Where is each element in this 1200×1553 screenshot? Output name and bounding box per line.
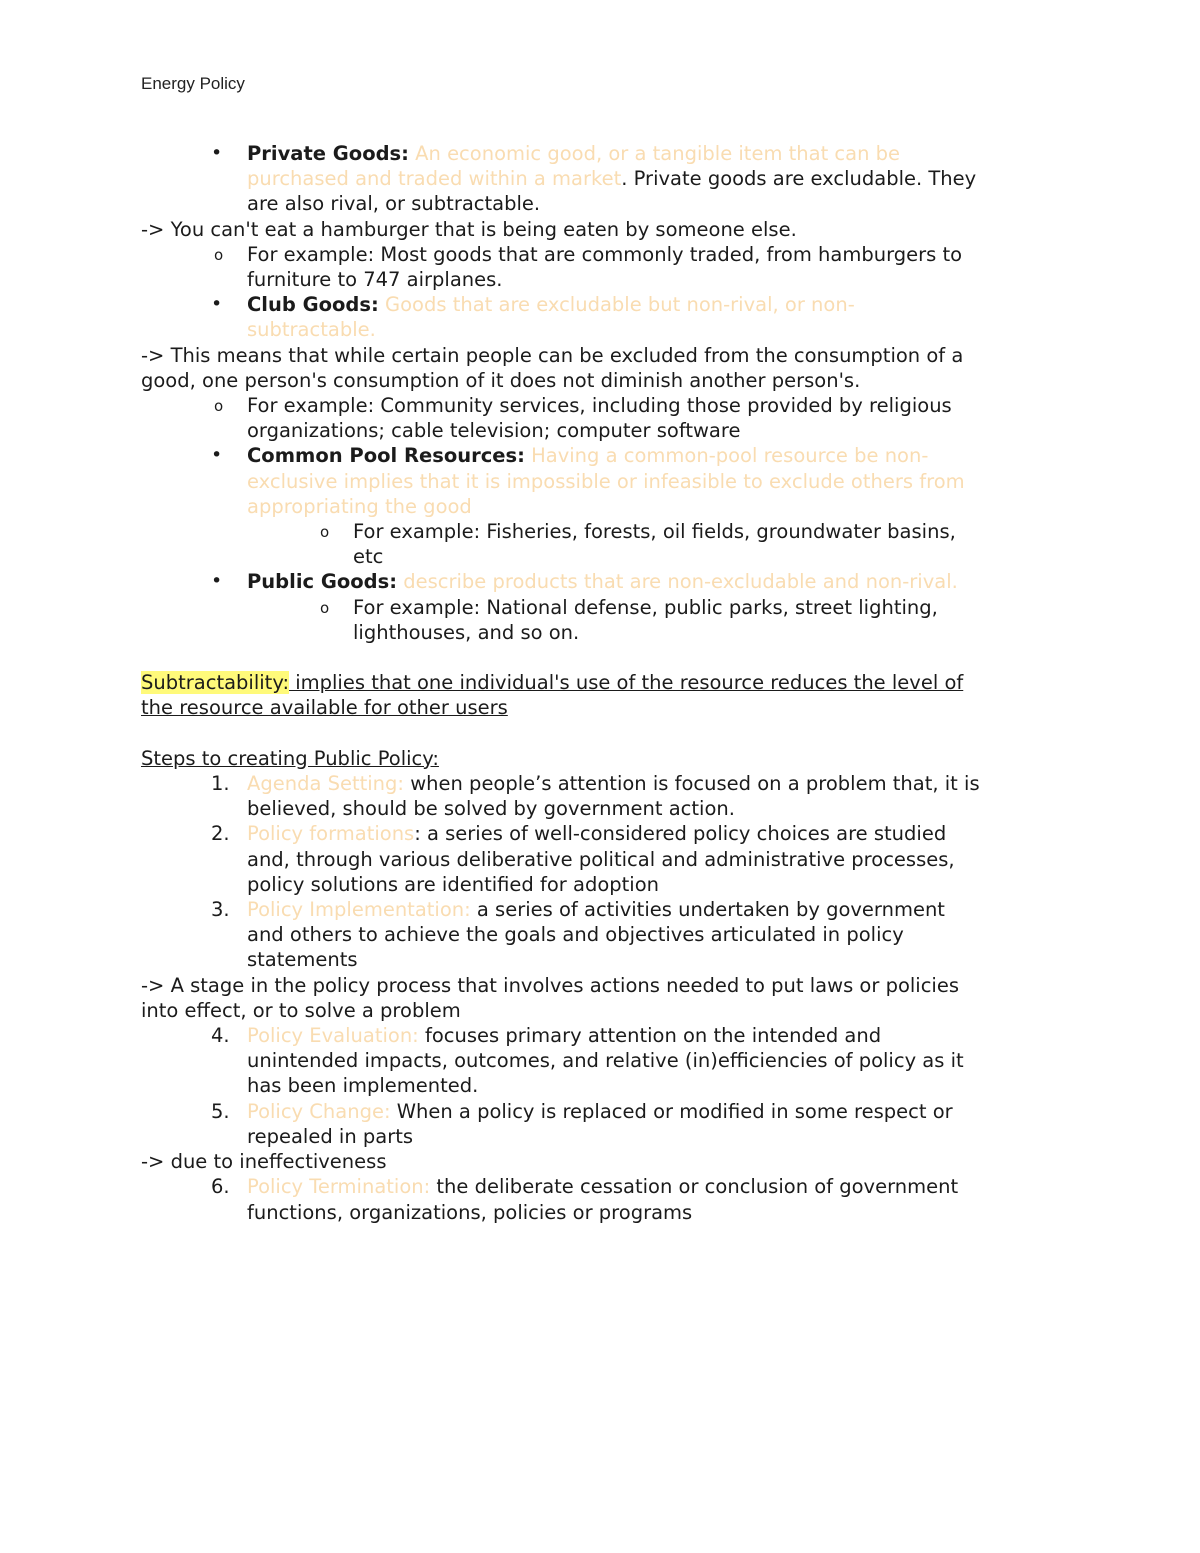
private-goods-text: . Private goods are excludable. They bbox=[621, 167, 977, 191]
club-goods-arrow-note-2: good, one person's consumption of it does not diminish another person's. bbox=[141, 368, 861, 392]
step-1-label: Agenda Setting: bbox=[247, 772, 404, 796]
private-goods-line-1 bbox=[141, 141, 1071, 166]
step-5-line-1 bbox=[141, 1099, 1071, 1124]
cpr-definition: Having a common-pool resource be non- bbox=[524, 444, 929, 468]
step-6-text: the deliberate cessation or conclusion of government bbox=[430, 1175, 959, 1199]
sub-bullet-icon: o bbox=[320, 598, 330, 617]
private-goods-arrow-note: -> You can't eat a hamburger that is being eaten by someone else. bbox=[141, 217, 797, 241]
step-3-line-1 bbox=[141, 897, 1071, 922]
cpr-example-1 bbox=[141, 519, 1071, 544]
subtractability-definition: implies that one individual's use of the resource reduces the level of bbox=[289, 671, 964, 695]
step-number: 4. bbox=[211, 1024, 230, 1048]
subtractability-line-1 bbox=[141, 670, 1071, 695]
document-body bbox=[141, 141, 1071, 1225]
step-number: 1. bbox=[211, 772, 230, 796]
step-6-line-2: functions, organizations, policies or programs bbox=[247, 1200, 693, 1224]
cpr-example-text: For example: Fisheries, forests, oil fields, groundwater basins, bbox=[353, 520, 956, 544]
club-goods-definition-cont: subtractable. bbox=[247, 318, 376, 342]
spacer bbox=[141, 645, 1071, 670]
subtractability-label: Subtractability: bbox=[141, 671, 290, 695]
bullet-icon: • bbox=[211, 142, 223, 164]
step-3-arrow-note-2: into effect, or to solve a problem bbox=[141, 998, 461, 1022]
steps-heading-text: Steps to creating Public Policy: bbox=[141, 746, 439, 770]
club-goods-definition: Goods that are excludable but non-rival, or non- bbox=[378, 293, 855, 317]
club-goods-label: Club Goods: bbox=[247, 293, 379, 317]
step-4-line-2: unintended impacts, outcomes, and relative (in)efficiencies of policy as it bbox=[247, 1049, 964, 1073]
step-2-line-1 bbox=[141, 821, 1071, 846]
step-6-label: Policy Termination: bbox=[247, 1175, 431, 1199]
page-header: Energy Policy bbox=[141, 74, 245, 93]
step-3-arrow-note-1: -> A stage in the policy process that involves actions needed to put laws or policies bbox=[141, 973, 960, 997]
step-3-line-3: statements bbox=[247, 948, 358, 972]
sub-bullet-icon: o bbox=[214, 245, 224, 264]
private-goods-definition-cont: purchased and traded within a market bbox=[247, 167, 622, 191]
public-goods-line-1 bbox=[141, 569, 1071, 594]
cpr-definition-cont-1: exclusive implies that it is impossible or infeasible to exclude others from bbox=[247, 469, 965, 493]
club-goods-example-2: organizations; cable television; computer software bbox=[247, 419, 741, 443]
spacer bbox=[141, 721, 1071, 746]
step-5-line-2: repealed in parts bbox=[247, 1124, 414, 1148]
step-3-text: a series of activities undertaken by government bbox=[470, 898, 945, 922]
step-2-label: Policy formations bbox=[247, 822, 415, 846]
club-goods-line-1 bbox=[141, 292, 1071, 317]
step-5-text: When a policy is replaced or modified in some respect or bbox=[390, 1099, 953, 1123]
step-1-text: when people’s attention is focused on a problem that, it is bbox=[404, 772, 980, 796]
sub-bullet-icon: o bbox=[320, 523, 330, 542]
subtractability-line-2 bbox=[141, 695, 1071, 720]
sub-bullet-icon: o bbox=[214, 397, 224, 416]
private-goods-example-1 bbox=[141, 242, 1071, 267]
step-6-line-1 bbox=[141, 1174, 1071, 1199]
step-5-arrow-note: -> due to ineffectiveness bbox=[141, 1150, 387, 1174]
step-5-label: Policy Change: bbox=[247, 1099, 391, 1123]
private-goods-line-2 bbox=[141, 166, 1071, 191]
step-4-label: Policy Evaluation: bbox=[247, 1024, 419, 1048]
cpr-line-1 bbox=[141, 443, 1071, 468]
step-4-line-1 bbox=[141, 1023, 1071, 1048]
public-goods-definition: describe products that are non-excludable and non-rival. bbox=[397, 570, 958, 594]
private-goods-example-text: For example: Most goods that are commonly traded, from hamburgers to bbox=[247, 242, 963, 266]
club-goods-example-1 bbox=[141, 393, 1071, 418]
step-4-text: focuses primary attention on the intended and bbox=[418, 1024, 882, 1048]
public-goods-example-2: lighthouses, and so on. bbox=[353, 620, 580, 644]
step-1-line-2: believed, should be solved by government action. bbox=[247, 797, 735, 821]
bullet-icon: • bbox=[211, 444, 223, 467]
public-goods-label: Public Goods: bbox=[247, 570, 398, 594]
step-2-line-2: and, through various deliberative political and administrative processes, bbox=[247, 847, 955, 871]
subtractability-definition-cont: the resource available for other users bbox=[141, 696, 508, 720]
public-goods-example-1 bbox=[141, 595, 1071, 620]
bullet-icon: • bbox=[211, 293, 223, 316]
club-goods-example-text: For example: Community services, including those provided by religious bbox=[247, 394, 952, 418]
cpr-example-2: etc bbox=[353, 545, 384, 569]
club-goods-arrow-note-1: -> This means that while certain people can be excluded from the consumption of a bbox=[141, 343, 964, 367]
step-number: 3. bbox=[211, 898, 230, 922]
step-3-line-2: and others to achieve the goals and objectives articulated in policy bbox=[247, 923, 904, 947]
step-1-line-1 bbox=[141, 771, 1071, 796]
step-3-label: Policy Implementation: bbox=[247, 898, 471, 922]
private-goods-label: Private Goods: bbox=[247, 142, 409, 165]
step-4-line-3: has been implemented. bbox=[247, 1074, 479, 1098]
private-goods-example-2: furniture to 747 airplanes. bbox=[247, 268, 503, 292]
step-number: 6. bbox=[211, 1175, 230, 1199]
step-2-text: : a series of well-considered policy choices are studied bbox=[414, 822, 947, 846]
step-number: 5. bbox=[211, 1099, 230, 1123]
bullet-icon: • bbox=[211, 570, 223, 593]
steps-heading bbox=[141, 746, 1071, 771]
step-number: 2. bbox=[211, 822, 230, 846]
cpr-definition-cont-2: appropriating the good bbox=[247, 494, 472, 518]
private-goods-definition: An economic good, or a tangible item that can be bbox=[408, 142, 901, 165]
cpr-label: Common Pool Resources: bbox=[247, 444, 525, 468]
private-goods-line-3: are also rival, or subtractable. bbox=[247, 192, 541, 216]
step-2-line-3: policy solutions are identified for adoption bbox=[247, 872, 659, 896]
public-goods-example-text: For example: National defense, public parks, street lighting, bbox=[353, 595, 938, 619]
